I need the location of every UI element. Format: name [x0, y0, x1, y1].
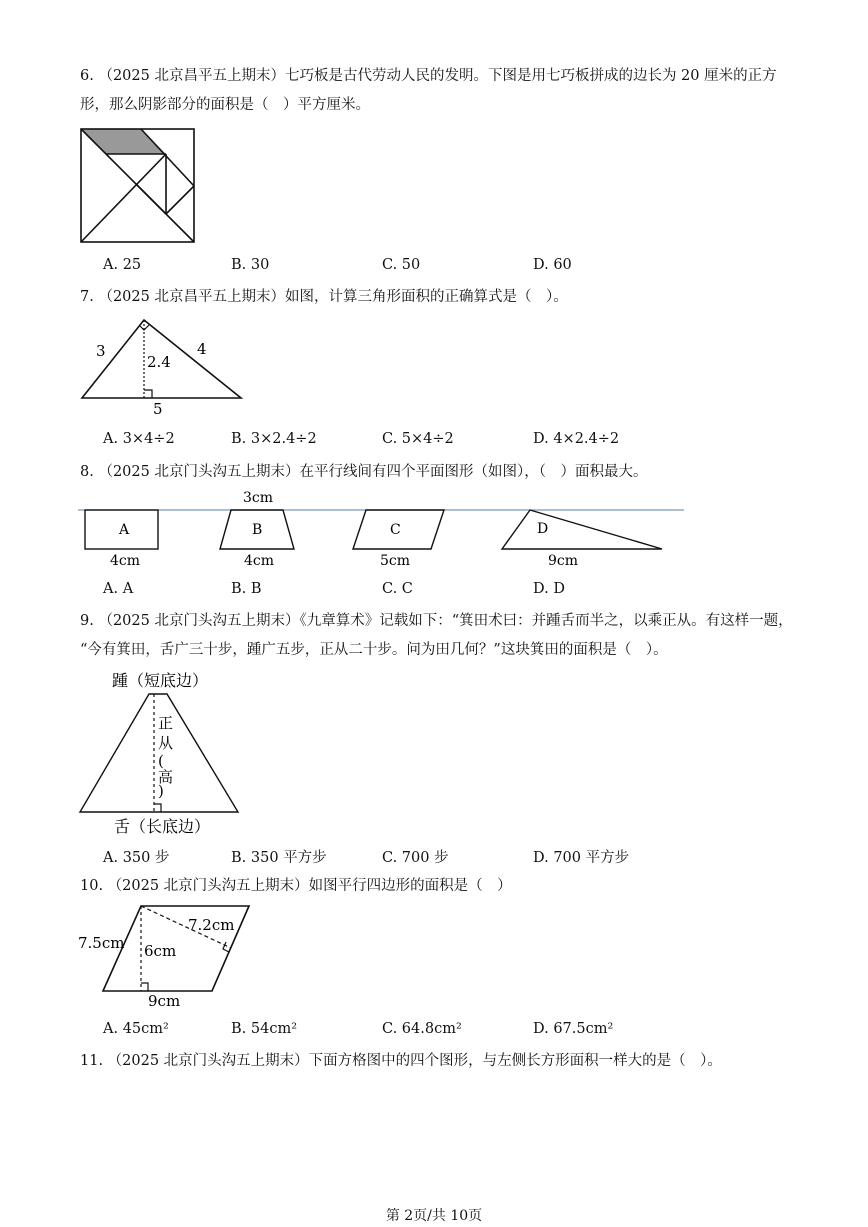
parallelogram-figure	[78, 900, 258, 1012]
question-10	[80, 872, 800, 901]
question-7-line-1: 7. （2025 北京昌平五上期末）如图，计算三角形面积的正确算式是（ ）。	[80, 289, 568, 305]
option-b[interactable]: B. 54cm²	[231, 1021, 298, 1037]
question-11	[80, 1047, 800, 1076]
base-label-a: 4cm	[110, 553, 141, 569]
option-c[interactable]: C. 700 步	[382, 850, 449, 866]
page-footer: 第 2页/共 10页	[385, 1208, 483, 1224]
base-label-5: 5	[153, 400, 163, 418]
height-label: 6cm	[144, 942, 177, 960]
parallel-lines-figure	[78, 486, 688, 571]
question-9-options	[103, 846, 803, 866]
option-d[interactable]: D. 60	[533, 257, 572, 273]
height-vertical-label: 高	[158, 768, 174, 786]
option-a[interactable]: A. 3×4÷2	[103, 431, 175, 447]
base-label-b: 4cm	[244, 553, 275, 569]
question-9-line-1: 9. （2025 北京门头沟五上期末）《九章算术》记载如下：“箕田术曰：并踵舌而半之，以乘正从。有这样一题，	[80, 613, 793, 629]
question-9-line-2: “今有箕田，舌广三十步，踵广五步，正从二十步。问为田几何？”这块箕田的面积是（ ）。	[80, 642, 668, 658]
question-6-line-2: 形，那么阴影部分的面积是（ ）平方厘米。	[80, 97, 370, 113]
shape-label-c: C	[390, 522, 401, 538]
shape-label-a: A	[119, 522, 130, 538]
option-d[interactable]: D. 4×2.4÷2	[533, 431, 620, 447]
bottom-base-label: 舌（长底边）	[114, 817, 211, 836]
tangram-figure	[80, 128, 196, 244]
option-b[interactable]: B. 30	[231, 257, 270, 273]
height-vertical-label: )	[158, 782, 164, 800]
side-label-3: 3	[96, 342, 106, 360]
option-a[interactable]: A. A	[103, 581, 134, 597]
option-a[interactable]: A. 45cm²	[103, 1021, 169, 1037]
question-8-line-1: 8. （2025 北京门头沟五上期末）在平行线间有四个平面图形（如图），（ ）面积最大。	[80, 464, 648, 480]
height-vertical-label: (	[158, 752, 164, 770]
height-vertical-label: 从	[158, 734, 174, 752]
question-6	[80, 62, 800, 120]
question-10-line-1: 10. （2025 北京门头沟五上期末）如图平行四边形的面积是（ ）	[80, 878, 512, 894]
side-label: 7.5cm	[78, 934, 125, 952]
option-d[interactable]: D. D	[533, 581, 565, 597]
question-8	[80, 458, 800, 487]
option-c[interactable]: C. 64.8cm²	[382, 1021, 462, 1037]
option-c[interactable]: C. 50	[382, 257, 421, 273]
right-triangle-figure	[80, 318, 245, 418]
shape-label-b: B	[252, 522, 263, 538]
question-8-options	[103, 581, 803, 601]
base-label-c: 5cm	[380, 553, 411, 569]
question-11-line-1: 11. （2025 北京门头沟五上期末）下面方格图中的四个图形，与左侧长方形面积一样大的是（ ）。	[80, 1053, 722, 1069]
option-d[interactable]: D. 700 平方步	[533, 850, 630, 866]
side-label-4: 4	[197, 340, 207, 358]
question-7-options	[103, 431, 803, 451]
question-7	[80, 283, 800, 312]
top-base-label: 踵（短底边）	[112, 671, 209, 690]
question-9	[80, 607, 800, 665]
option-b[interactable]: B. 3×2.4÷2	[231, 431, 317, 447]
base-label: 9cm	[148, 992, 181, 1010]
question-6-line-1: 6. （2025 北京昌平五上期末）七巧板是古代劳动人民的发明。下图是用七巧板拼成的边长为 20 厘米的正方	[80, 68, 777, 84]
height-vertical-label: 正	[158, 714, 174, 732]
top-label-3cm: 3cm	[243, 490, 274, 506]
diag-height-label: 7.2cm	[188, 916, 235, 934]
option-a[interactable]: A. 350 步	[103, 850, 170, 866]
shape-label-d: D	[537, 521, 549, 537]
base-label-d: 9cm	[548, 553, 579, 569]
option-c[interactable]: C. 5×4÷2	[382, 431, 454, 447]
option-b[interactable]: B. B	[231, 581, 262, 597]
option-c[interactable]: C. C	[382, 581, 413, 597]
option-a[interactable]: A. 25	[103, 257, 142, 273]
height-label-2-4: 2.4	[147, 353, 171, 371]
option-b[interactable]: B. 350 平方步	[231, 850, 327, 866]
question-6-options	[103, 257, 803, 277]
trapezoid-field-figure	[78, 666, 253, 838]
option-d[interactable]: D. 67.5cm²	[533, 1021, 614, 1037]
question-10-options	[103, 1021, 803, 1041]
